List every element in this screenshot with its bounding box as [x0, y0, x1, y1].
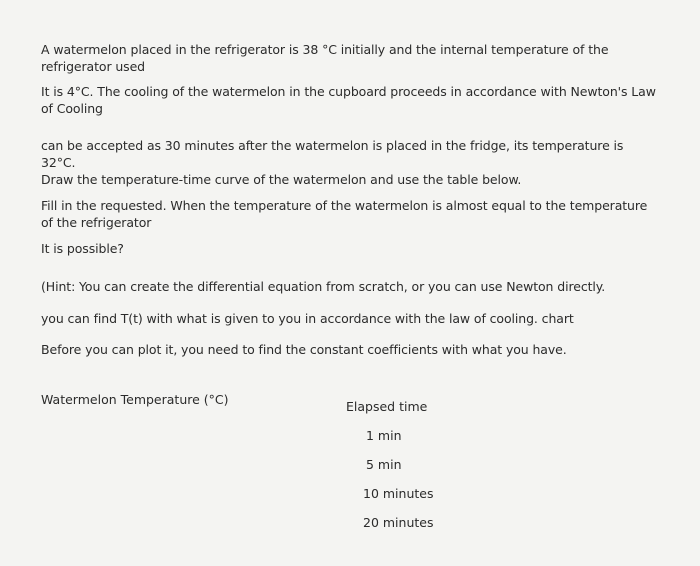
hint-paragraph-2: you can find T(t) with what is given to you in accordance with the law of cooling. chart: [41, 311, 574, 326]
problem-paragraph-6: It is possible?: [41, 241, 124, 256]
problem-paragraph-3: can be accepted as 30 minutes after the watermelon is placed in the fridge, its temperature is 32°C.: [41, 138, 624, 170]
table-header-elapsed-time: Elapsed time: [346, 399, 428, 414]
problem-paragraph-4: Draw the temperature-time curve of the watermelon and use the table below.: [41, 172, 522, 187]
table-row: 10 minutes: [363, 486, 434, 501]
table-header-temperature: Watermelon Temperature (°C): [41, 392, 229, 407]
hint-paragraph-3: Before you can plot it, you need to find the constant coefficients with what you have.: [41, 342, 567, 357]
table-row: 5 min: [366, 457, 402, 472]
table-row: 1 min: [366, 428, 402, 443]
problem-paragraph-2: It is 4°C. The cooling of the watermelon in the cupboard proceeds in accordance with Newton's Law of Cooling: [41, 84, 656, 116]
problem-paragraph-1: A watermelon placed in the refrigerator is 38 °C initially and the internal temperature of the refrigerator used: [41, 42, 609, 74]
problem-paragraph-5: Fill in the requested. When the temperature of the watermelon is almost equal to the temperature of the refrigerator: [41, 198, 648, 230]
table-row: 20 minutes: [363, 515, 434, 530]
hint-paragraph-1: (Hint: You can create the differential equation from scratch, or you can use Newton directly.: [41, 279, 606, 294]
